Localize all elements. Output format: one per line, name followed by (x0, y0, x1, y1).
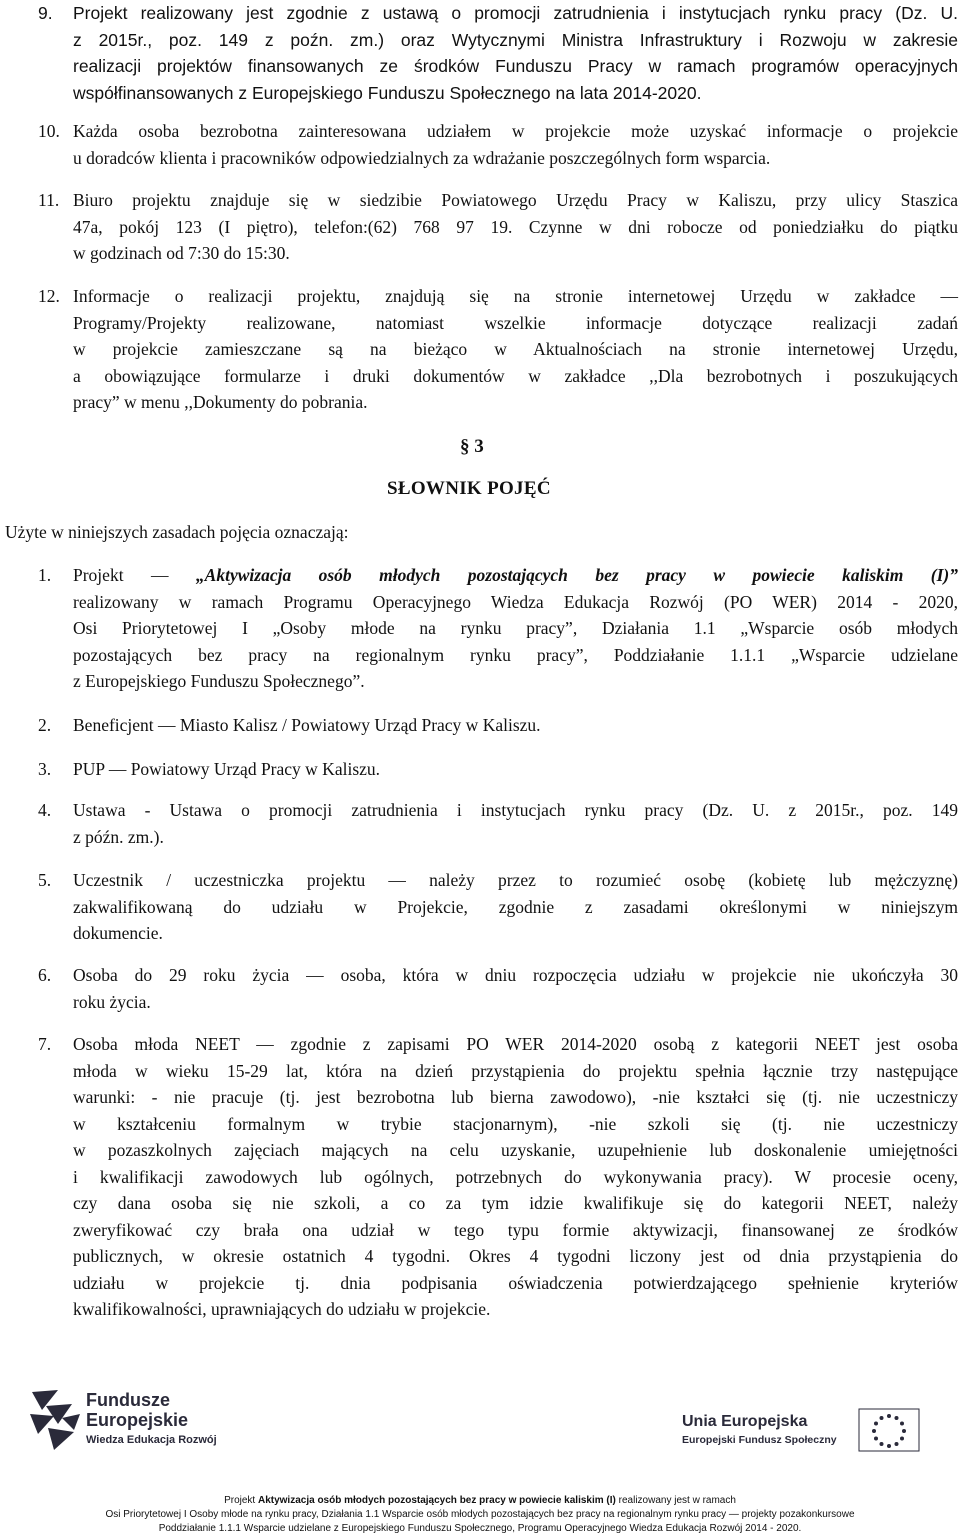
item-line: Beneficjent — Miasto Kalisz / Powiatowy Urząd Pracy w Kaliszu. (73, 715, 541, 735)
item-line: z 2015r., poz. 149 z poźn. zm.) oraz Wytycznymi Ministra Infrastruktury i Rozwoju w zakresie (73, 29, 958, 50)
item-line: Osoba młoda NEET — zgodnie z zapisami PO WER 2014-2020 osobą z kategorii NEET jest osoba (73, 1034, 958, 1054)
item-line: w godzinach od 7:30 do 15:30. (73, 243, 290, 263)
item-line: w pozaszkolnych zajęciach mających na celu uzyskanie, uzupełnienie lub doskonalenie umiejętności (73, 1140, 958, 1160)
definition-item (38, 797, 958, 850)
item-line: w projekcie zamieszczane są na bieżąco w Aktualnościach na stronie internetowej Urzędu, (73, 339, 958, 359)
fe-star-mark-icon (28, 1388, 84, 1452)
list-item (38, 187, 958, 267)
item-line: 47a, pokój 123 (I piętro), telefon:(62) 768 97 19. Czynne w dni robocze od poniedziałku do piątku (73, 216, 958, 237)
item-line (73, 562, 958, 589)
item-line: Osoba do 29 roku życia — osoba, która w dniu rozpoczęcia udziału w projekcie nie ukończyła 30 (73, 965, 958, 985)
definition-item (38, 962, 958, 1015)
item-line: Biuro projektu znajduje się w siedzibie Powiatowego Urzędu Pracy w Kaliszu, przy ulicy Staszica (73, 190, 958, 210)
item-line: pracy” w menu ,,Dokumenty do pobrania. (73, 392, 368, 412)
item-line: a obowiązujące formularze i druki dokumentów w zakładce ,,Dla bezrobotnych i poszukujących (73, 365, 958, 386)
item-line: dokumencie. (73, 923, 163, 943)
item-line: Osi Priorytetowej I „Osoby młode na rynku pracy”, Działania 1.1 „Wsparcie osób młodych (73, 618, 958, 638)
definition-term: Projekt — (73, 565, 196, 585)
item-line: z późn. zm.). (73, 826, 164, 847)
fe-logo-line: Europejskie (86, 1410, 189, 1430)
item-line: z Europejskiego Funduszu Społecznego”. (73, 671, 365, 691)
item-number: 4. (38, 800, 52, 820)
item-number: 1. (38, 565, 52, 585)
fe-logo-subtitle: Wiedza Edukacja Rozwój (86, 1434, 217, 1446)
list-item (38, 283, 958, 416)
item-line: w kształceniu formalnym w trybie stacjonarnym), -nie szkoli się (tj. nie uczestniczy (73, 1113, 958, 1134)
footer-line: Osi Priorytetowej I Osoby młode na rynku pracy, Działania 1.1 Wsparcie osób młodych pozostających bez pracy na regionalnym rynku pracy — projekty pozakonkursowe (105, 1509, 855, 1520)
item-line: publicznych, w okresie ostatnich 4 tygodni. Okres 4 tygodni liczony jest od dnia przystąpienia do (73, 1246, 958, 1266)
item-number: 6. (38, 965, 52, 985)
item-number: 5. (38, 870, 52, 890)
fe-logo-line: Fundusze (86, 1390, 170, 1410)
item-number: 9. (38, 3, 53, 23)
eu-flag-icon (858, 1408, 920, 1452)
definition-item (38, 712, 958, 739)
footer-line: Projekt Aktywizacja osób młodych pozostających bez pracy w powiecie kaliskim (I) realizowany jest w ramach (224, 1495, 736, 1506)
item-line: zweryfikować czy brała ona udział w tego typu formie aktywizacji, finansowanej ze środków (73, 1219, 958, 1240)
section-title: SŁOWNIK POJĘĆ (387, 478, 551, 499)
item-line: młoda w wieku 15-29 lat, która na dzień przystąpienia do projektu spełnia łącznie trzy następujące (73, 1060, 958, 1081)
item-line: Uczestnik / uczestniczka projektu — należy przez to rozumieć osobę (kobietę lub mężczyznę) (73, 870, 958, 890)
unia-europejska-logo (668, 1408, 938, 1460)
item-number: 10. (38, 121, 60, 141)
item-line: kwalifikowalności, uprawniających do udziału w projekcie. (73, 1299, 491, 1319)
definition-item (38, 1031, 958, 1323)
page-footer (0, 1494, 960, 1536)
item-line: u doradców klienta i pracowników odpowiedzialnych za wdrażanie poszczególnych form wsparcia. (73, 147, 771, 168)
item-line: roku życia. (73, 991, 151, 1012)
item-line: Programy/Projekty realizowane, natomiast wszelkie informacje dotyczące realizacji zadań (73, 312, 958, 333)
section-number: § 3 (460, 436, 484, 457)
definition-item (38, 756, 958, 783)
item-line: warunki: - nie pracuje (tj. jest bezrobotna lub bierna zawodowo), -nie kształci się (tj. nie uczestniczy (73, 1087, 958, 1107)
footer-line: Poddziałanie 1.1.1 Wsparcie udzielane z Europejskiego Funduszu Społecznego, Programu Operacyjnego Wiedza Edukacja Rozwój 2014 - 2020. (158, 1523, 802, 1534)
item-line: Informacje o realizacji projektu, znajdują się na stronie internetowej Urzędu w zakładce — (73, 286, 958, 306)
fundusze-europejskie-logo (28, 1388, 218, 1458)
item-line: Ustawa - Ustawa o promocji zatrudnienia i instytucjach rynku pracy (Dz. U. z 2015r., poz. 149 (73, 800, 958, 820)
item-line: Każda osoba bezrobotna zainteresowana udziałem w projekcie może uzyskać informacje o projekcie (73, 121, 958, 141)
item-line: czy dana osoba się nie szkoli, a co za tym idzie kwalifikuje się do kategorii NEET, należy (73, 1193, 958, 1213)
list-item (38, 118, 958, 171)
item-line: i kwalifikacji zawodowych lub ogólnych, potrzebnych do wykonywania pracy). W procesie oceny, (73, 1166, 958, 1187)
item-number: 2. (38, 715, 52, 735)
item-number: 7. (38, 1034, 52, 1054)
item-line: realizowany w ramach Programu Operacyjnego Wiedza Edukacja Rozwój (PO WER) 2014 - 2020, (73, 591, 958, 612)
item-line: zakwalifikowaną do udziału w Projekcie, zgodnie z zasadami określonymi w niniejszym (73, 896, 958, 917)
item-line: realizacji projektów finansowanych ze środków Funduszu Pracy w ramach programów operacyjnych (73, 56, 958, 76)
item-line: PUP — Powiatowy Urząd Pracy w Kaliszu. (73, 759, 381, 779)
item-line: pozostających bez pracy na regionalnym rynku pracy”, Poddziałanie 1.1.1 „Wsparcie udzielane (73, 644, 958, 665)
project-title: „Aktywizacja osób młodych pozostających bez pracy w powiecie kaliskim (I)” (195, 565, 958, 585)
definition-item (38, 867, 958, 947)
item-line: udziału w projekcie tj. dnia podpisania oświadczenia potwierdzającego spełnienie kryteriów (73, 1272, 958, 1293)
item-line: współfinansowanych z Europejskiego Funduszu Społecznego na lata 2014-2020. (73, 82, 702, 103)
section-intro: Użyte w niniejszych zasadach pojęcia oznaczają: (5, 522, 349, 542)
item-line: Projekt realizowany jest zgodnie z ustawą o promocji zatrudnienia i instytucjach rynku pracy (Dz. U. (73, 3, 958, 23)
definition-item (38, 562, 958, 695)
item-number: 12. (38, 286, 60, 306)
list-item (38, 0, 958, 106)
item-number: 3. (38, 759, 52, 779)
ue-logo-line: Unia Europejska (682, 1413, 808, 1430)
item-number: 11. (38, 190, 60, 210)
ue-logo-subtitle: Europejski Fundusz Społeczny (682, 1434, 837, 1446)
